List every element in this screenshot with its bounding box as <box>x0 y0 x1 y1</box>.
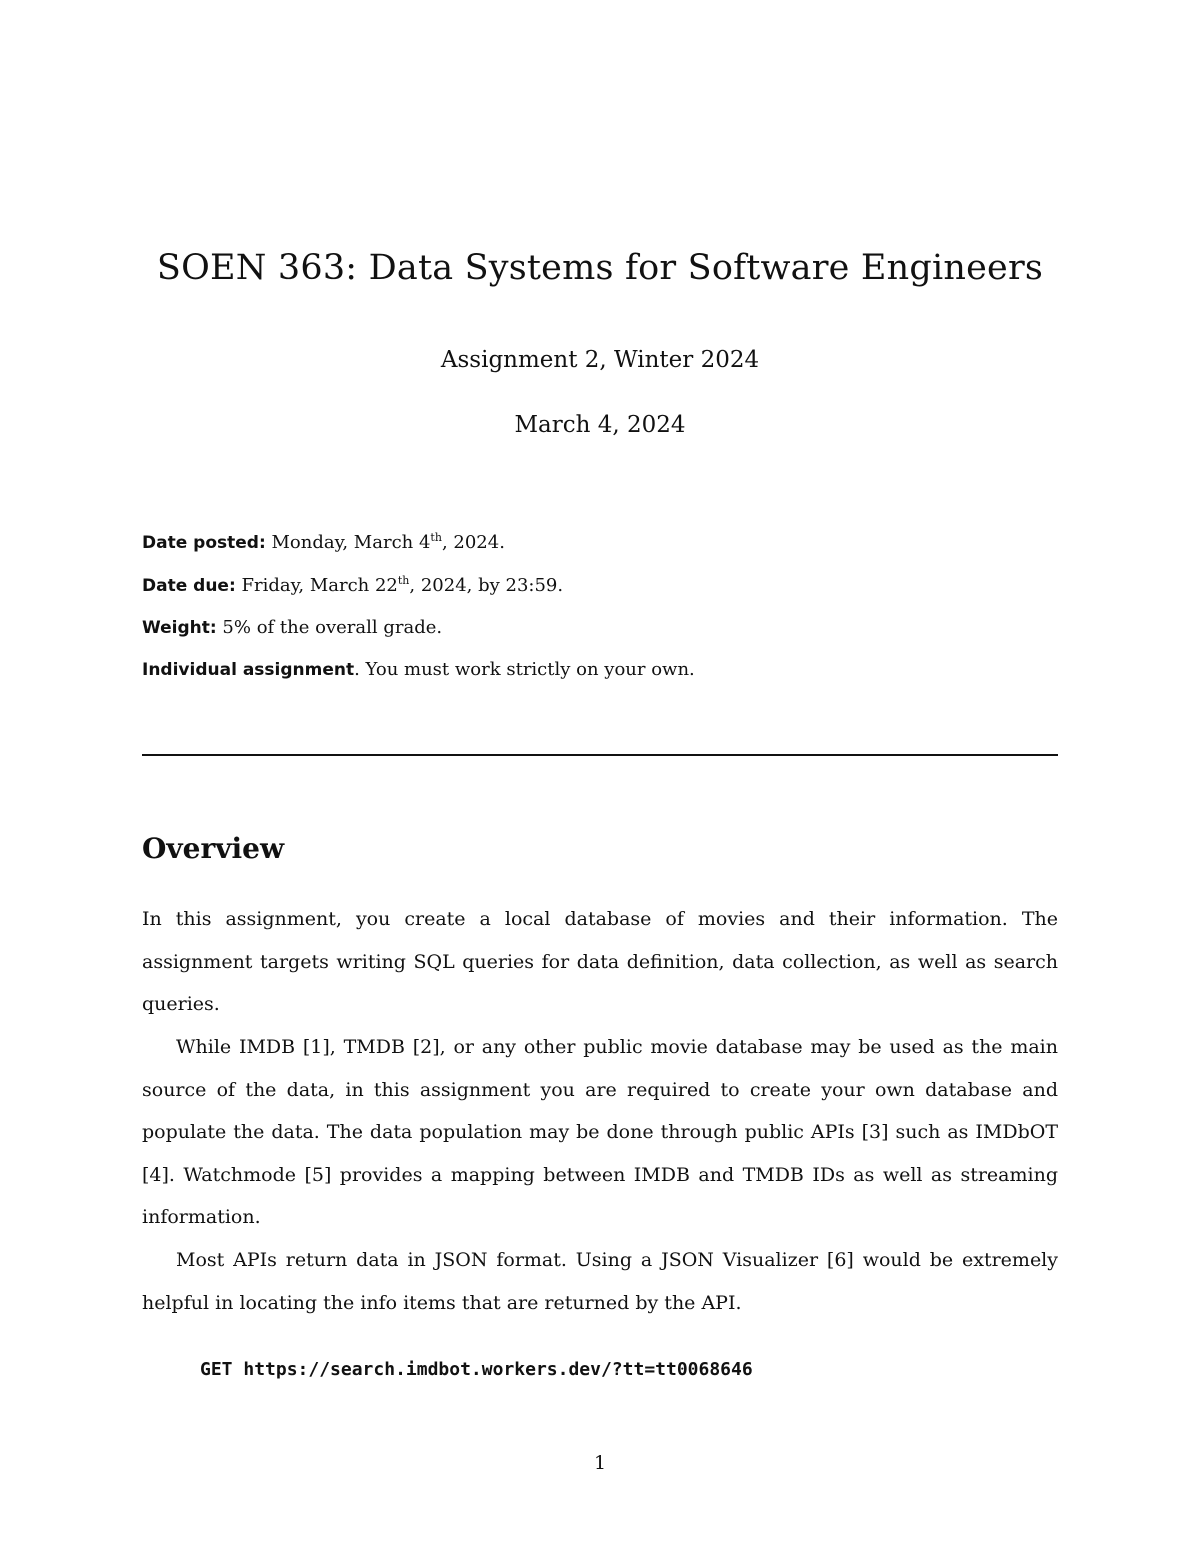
weight-line <box>142 617 1058 638</box>
overview-paragraph: In this assignment, you create a local database of movies and their information. The assignment targets writing SQL queries for data definition, data collection, as well as search queries. <box>142 908 1058 1015</box>
individual-assignment-line <box>142 659 1058 680</box>
date-posted-ordinal: th <box>430 531 442 544</box>
document-date: March 4, 2024 <box>514 412 686 438</box>
individual-assignment-label: Individual assignment <box>142 660 355 680</box>
overview-paragraph: While IMDB [1], TMDB [2], or any other public movie database may be used as the main source of the data, in this assignment you are required to create your own database and populate the data. The data population may be done through public APIs [3] such as IMDbOT [4]. Watchmode [5] provides a mapping between IMDB and TMDB IDs as well as streaming information. <box>142 1036 1058 1228</box>
date-due-label: Date due: <box>142 576 236 596</box>
api-url: https://search.imdbot.workers.dev/?tt=tt0068646 <box>232 1359 753 1380</box>
date-due-value: Friday, March 22 <box>235 575 398 596</box>
overview-paragraph: Most APIs return data in JSON format. Using a JSON Visualizer [6] would be extremely helpful in locating the info items that are returned by the API. <box>142 1249 1058 1314</box>
api-request-code <box>200 1359 753 1380</box>
page-number: 1 <box>593 1452 607 1474</box>
document-title: SOEN 363: Data Systems for Software Engineers <box>156 248 1044 288</box>
date-due-line <box>142 575 1058 596</box>
date-posted-line <box>142 532 1058 553</box>
date-posted-value: Monday, March 4 <box>265 532 431 553</box>
individual-assignment-text: . You must work strictly on your own. <box>354 659 695 680</box>
date-posted-year: , 2024. <box>441 532 505 553</box>
date-posted-label: Date posted: <box>142 533 266 553</box>
horizontal-divider <box>142 754 1058 756</box>
date-due-year: , 2024, by 23:59. <box>409 575 564 596</box>
weight-value: 5% of the overall grade. <box>216 617 443 638</box>
date-due-ordinal: th <box>397 574 410 587</box>
weight-label: Weight: <box>142 618 217 638</box>
assignment-subtitle: Assignment 2, Winter 2024 <box>440 347 760 373</box>
http-method: GET <box>200 1359 233 1380</box>
overview-heading: Overview <box>142 832 285 865</box>
